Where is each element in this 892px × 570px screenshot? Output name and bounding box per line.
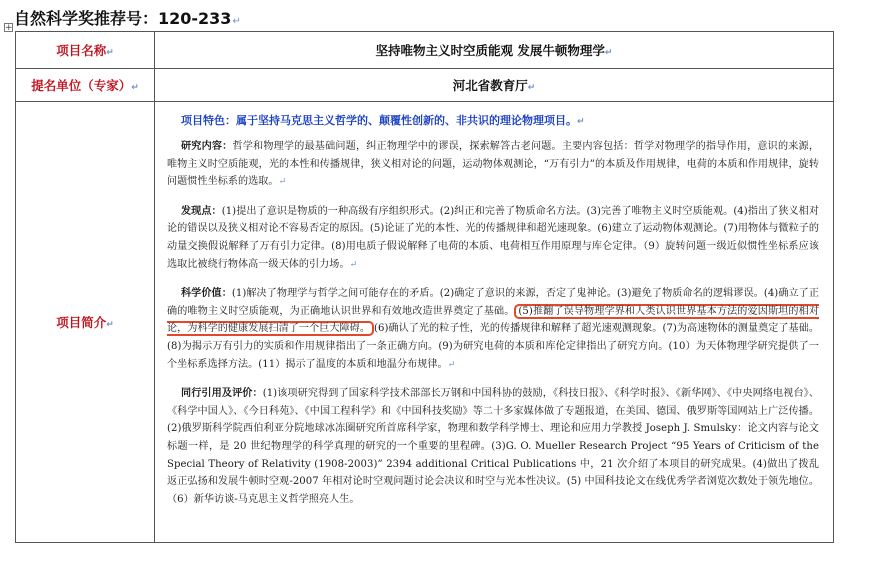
value-text-b: (6)确认了光的粒子性，光的传播规律和解释了超光速观测现象。(7)为高速物体的测量奠定了基础。(8)为揭示万有引力的实质和作用规律指出了一条正确方向。(9)为研究电荷的本质和库伦定律指出了研究方向。(10）为天体物理学研究提供了一个坐标系选择方法。(11）揭示了温度的本质和地温分布规律。 [167,323,819,370]
research-paragraph [167,138,819,192]
summary-content[interactable] [155,102,834,543]
return-arrow-icon: ↵ [106,320,114,330]
research-heading: 研究内容： [181,141,233,152]
return-arrow-icon: ↵ [577,117,585,127]
citation-text: (1)该项研究得到了国家科学技术部部长万钢和中国科协的鼓励，《科技日报》、《科学时报》、《新华网》、《中央网络电视台》、《科学中国人》、《今日科苑》、《中国工程科学》和《中国科技奖励》等二十多家媒体做了专题报道，在美国、德国、俄罗斯等国网站上广泛传播。(2)俄罗斯科学院西伯利亚分院地球冰冻圈研究所首席科学家，物理和数学科学博士、理论和应用力学教授 Joseph J. Smulsky：论文内容与论文标题一样，是 20 世纪物理学的科学真理的研究的一个重要的里程碑。(3)G. O. Mueller Research Project “95 Years of Criticism of the Special Theory of Relativity (1908-2003)” 2394 additional Critical Publications 中，21 次介绍了本项目的研究成果。(4)做出了拨乱返正弘扬和发展牛顿时空观-2007 年相对论时空观问题讨论会决议和时空与光本性决议。(5) 中国科技论文在线优秀学者浏览次数处于领先地位。（6）新华访谈-马克思主义哲学照亮人生。 [167,388,819,505]
return-arrow-icon: ↵ [527,83,536,93]
discovery-heading: 发现点： [181,205,222,217]
return-arrow-icon: ↵ [106,48,114,58]
return-arrow-icon: ↵ [278,177,287,188]
project-name-value[interactable]: 坚持唯物主义时空质能观 发展牛顿物理学↵ [155,32,834,69]
summary-label: 项目简介↵ [16,102,155,543]
discovery-paragraph [167,203,819,274]
return-arrow-icon: ↵ [604,48,613,58]
nominator-value[interactable]: 河北省教育厅↵ [155,69,834,102]
value-paragraph [167,285,819,374]
citation-heading: 同行引用及评价： [181,388,263,400]
document-title [14,6,241,29]
discovery-text: (1)提出了意识是物质的一种高级有序组织形式。(2)纠正和完善了物质命名方法。(3)完善了唯物主义时空质能观。(4)指出了狭义相对论的错误以及狭义相对论不容易否定的原因。(5)论证了光的本性、光的传播规律和超光速现象。(6)建立了运动物体观测论。(7)用物体与微粒子的动量交换假说解释了万有引力定律。(8)用电质子假说解释了电荷的本质、电荷相互作用原理与库仑定律。（9）旋转问题一级近似惯性坐标系应该选取比被绕行物体高一级天体的引力场。 [167,205,820,270]
project-feature: 项目特色：属于坚持马克思主义哲学的、颠覆性创新的、非共识的理论物理项目。↵ [181,114,585,127]
nominator-label: 提名单位（专家）↵ [16,69,155,102]
return-arrow-icon: ↵ [131,83,139,93]
value-heading: 科学价值： [181,288,232,300]
research-text: 哲学和物理学的最基础问题，纠正物理学中的谬误，探索解答古老问题。主要内容包括：哲学对物理学的指导作用，意识的来源，唯物主义时空质能观，光的本性和传播规律，狭义相对论的问题，运动物体观测论，“万有引力”的本质及作用规律，电荷的本质和作用规律，旋转问题惯性坐标系的选取。 [167,141,819,188]
value-text-a: (1)解决了物理学与哲学之间可能存在的矛盾。(2)确定了意识的来源，否定了鬼神论。(3)避免了物质命名的逻辑谬误。(4)确立了正确的唯物主义时空质能观，为正确地认识世界和有效地改造世界奠定了基础。 [167,288,820,317]
nomination-table [15,31,834,543]
highlighted-claim: (5)推翻了误导物理学界和人类认识世界基本方法的爱因斯坦的相对论，为科学的健康发展扫清了一个巨大障碍。 [167,305,819,335]
return-arrow-icon: ↵ [232,16,241,27]
citation-paragraph [167,385,819,508]
table-row [16,102,834,543]
move-handle-icon[interactable]: + [5,23,13,33]
table-row [16,69,834,102]
table-row [16,32,834,69]
title-text: 自然科学奖推荐号：120-233 [14,9,232,28]
return-arrow-icon: ↵ [349,259,358,270]
return-arrow-icon: ↵ [447,359,456,370]
project-name-label: 项目名称↵ [16,32,155,69]
